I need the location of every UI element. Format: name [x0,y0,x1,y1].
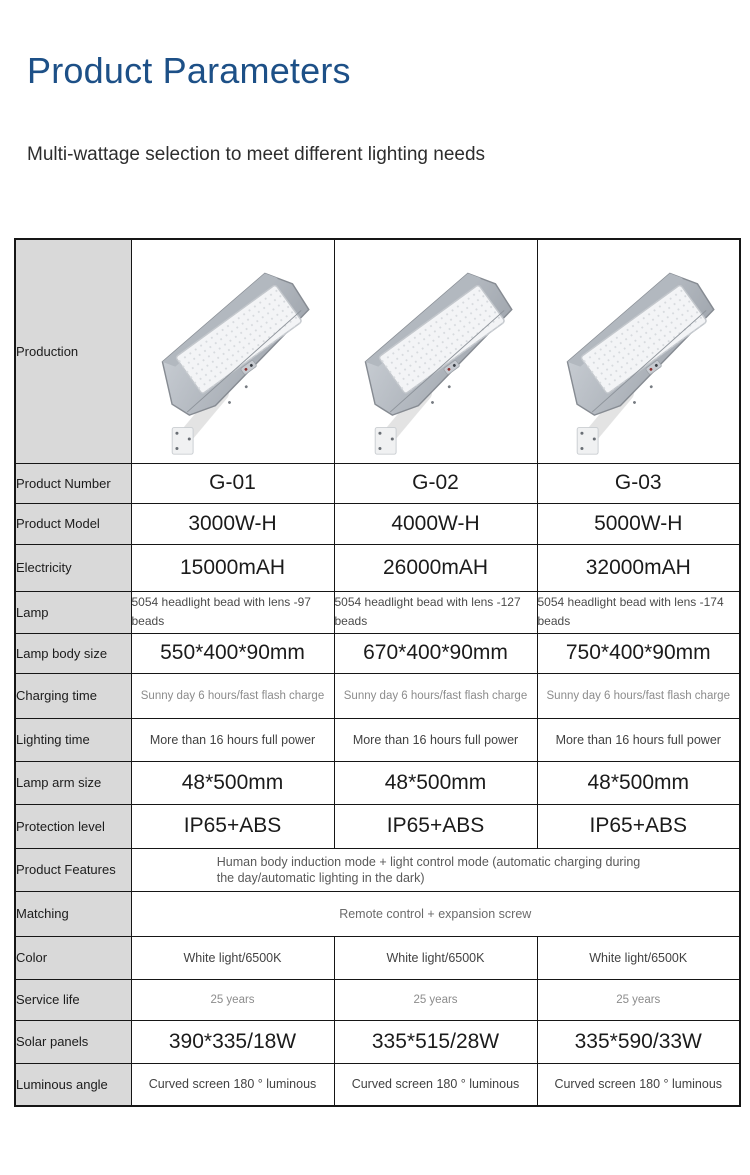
row-matching [15,891,740,936]
row-lighting-time [15,718,740,761]
service-life-value: 25 years [131,979,334,1020]
row-label-lamp: Lamp [15,591,131,633]
lamp-arm-size-value: 48*500mm [334,761,537,804]
product-number-value: G-02 [334,463,537,503]
page-title: Product Parameters [27,50,351,91]
page-subtitle: Multi-wattage selection to meet different lighting needs [27,144,486,165]
row-label-electricity: Electricity [15,544,131,591]
street-light-image [543,247,733,459]
electricity-value: 26000mAH [334,544,537,591]
lighting-time-value: More than 16 hours full power [131,718,334,761]
street-light-image [341,247,531,459]
electricity-value: 15000mAH [131,544,334,591]
row-lamp [15,591,740,633]
lamp-value: 5054 headlight bead with lens -127 beads [334,591,537,633]
luminous-angle-value: Curved screen 180 ° luminous [131,1063,334,1106]
row-label-solar-panels: Solar panels [15,1020,131,1063]
product-model-value: 4000W-H [334,503,537,544]
row-production [15,239,740,463]
lamp-arm-size-value: 48*500mm [131,761,334,804]
color-value: White light/6500K [131,936,334,979]
color-value: White light/6500K [334,936,537,979]
service-life-value: 25 years [334,979,537,1020]
row-service-life [15,979,740,1020]
street-light-image [138,247,328,459]
row-product-model [15,503,740,544]
row-lamp-body-size [15,633,740,673]
row-luminous-angle [15,1063,740,1106]
row-label-matching: Matching [15,891,131,936]
protection-level-value: IP65+ABS [537,804,740,848]
row-label-service-life: Service life [15,979,131,1020]
product-number-value: G-03 [537,463,740,503]
spec-table [14,238,741,1107]
row-label-product-features: Product Features [15,848,131,891]
row-label-product-model: Product Model [15,503,131,544]
charging-time-value: Sunny day 6 hours/fast flash charge [131,673,334,718]
protection-level-value: IP65+ABS [334,804,537,848]
protection-level-value: IP65+ABS [131,804,334,848]
lamp-value: 5054 headlight bead with lens -97 beads [131,591,334,633]
row-solar-panels [15,1020,740,1063]
lamp-body-size-value: 550*400*90mm [131,633,334,673]
lamp-body-size-value: 670*400*90mm [334,633,537,673]
row-label-product-number: Product Number [15,463,131,503]
row-label-lamp-arm-size: Lamp arm size [15,761,131,804]
solar-panels-value: 335*515/28W [334,1020,537,1063]
row-label-production: Production [15,239,131,463]
lamp-value: 5054 headlight bead with lens -174 beads [537,591,740,633]
row-electricity [15,544,740,591]
row-color [15,936,740,979]
row-protection-level [15,804,740,848]
service-life-value: 25 years [537,979,740,1020]
lighting-time-value: More than 16 hours full power [537,718,740,761]
product-photo-cell [131,239,334,463]
electricity-value: 32000mAH [537,544,740,591]
row-label-protection-level: Protection level [15,804,131,848]
row-product-features [15,848,740,891]
product-photo-cell [334,239,537,463]
product-features-value: Human body induction mode + light control mode (automatic charging during the day/automatic lighting in the dark) [216,854,641,885]
product-model-value: 3000W-H [131,503,334,544]
solar-panels-value: 390*335/18W [131,1020,334,1063]
product-features-cell [131,848,740,891]
row-label-color: Color [15,936,131,979]
row-label-luminous-angle: Luminous angle [15,1063,131,1106]
row-label-charging-time: Charging time [15,673,131,718]
solar-panels-value: 335*590/33W [537,1020,740,1063]
lamp-arm-size-value: 48*500mm [537,761,740,804]
product-photo-cell [537,239,740,463]
lighting-time-value: More than 16 hours full power [334,718,537,761]
luminous-angle-value: Curved screen 180 ° luminous [537,1063,740,1106]
row-charging-time [15,673,740,718]
row-label-lamp-body-size: Lamp body size [15,633,131,673]
row-label-lighting-time: Lighting time [15,718,131,761]
row-product-number [15,463,740,503]
color-value: White light/6500K [537,936,740,979]
charging-time-value: Sunny day 6 hours/fast flash charge [334,673,537,718]
product-number-value: G-01 [131,463,334,503]
product-model-value: 5000W-H [537,503,740,544]
lamp-body-size-value: 750*400*90mm [537,633,740,673]
charging-time-value: Sunny day 6 hours/fast flash charge [537,673,740,718]
matching-value: Remote control + expansion screw [131,891,740,936]
luminous-angle-value: Curved screen 180 ° luminous [334,1063,537,1106]
row-lamp-arm-size [15,761,740,804]
